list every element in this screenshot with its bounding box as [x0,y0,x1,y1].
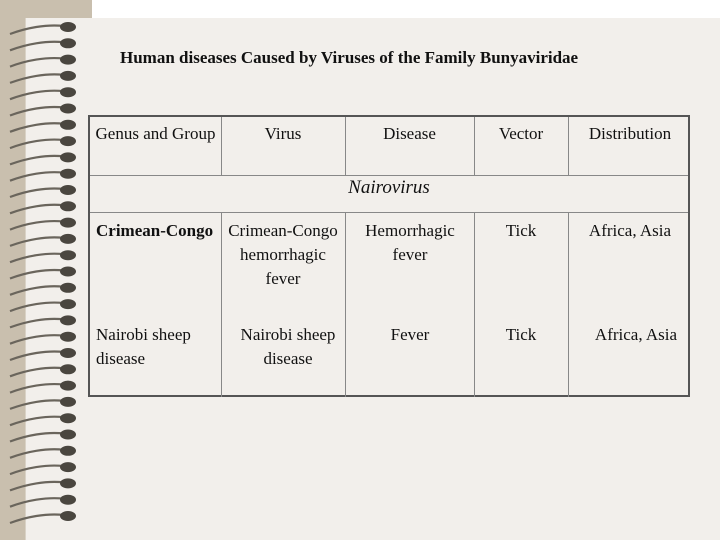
spiral-wire [10,254,64,263]
spiral-wire [10,482,64,491]
spiral-wire [10,140,64,149]
spiral-wire [10,74,64,83]
row2-virus: Nairobi sheep disease [240,325,336,368]
spiral-hole [60,55,76,65]
spiral-wire [10,368,64,377]
spiral-wire [10,156,64,165]
section-nairovirus: Nairovirus [348,177,430,198]
section-divider [90,212,688,213]
spiral-hole [60,250,76,260]
spiral-hole [60,38,76,48]
spiral-wire [10,221,64,230]
top-margin [92,0,720,18]
spiral-hole [60,462,76,472]
row1-distribution: Africa, Asia [588,221,672,240]
row1-disease: Hemorrhagic fever [365,221,455,264]
header-genus: Genus and Group [95,124,216,143]
spiral-hole [60,71,76,81]
spiral-hole [60,413,76,423]
header-disease: Disease [383,124,436,143]
row2-distribution: Africa, Asia [594,325,678,344]
spiral-wire [10,205,64,214]
spiral-wire [10,384,64,393]
spiral-hole [60,104,76,114]
spiral-wire [10,58,64,67]
spiral-hole [60,22,76,32]
spiral-wire [10,303,64,312]
spiral-hole [60,348,76,358]
spiral-wire [10,466,64,475]
spiral-wire [10,449,64,458]
spiral-hole [60,381,76,391]
row1-group: Crimean-Congo [96,221,214,240]
spiral-wire [10,514,64,523]
spiral-hole [60,136,76,146]
spiral-hole [60,267,76,277]
spiral-wire [10,237,64,246]
spiral-wire [10,25,64,34]
spiral-wire [10,172,64,181]
spiral-wire [10,433,64,442]
spiral-wire [10,335,64,344]
spiral-hole [60,201,76,211]
row2-vector: Tick [505,325,537,344]
spiral-hole [60,446,76,456]
spiral-hole [60,169,76,179]
spiral-hole [60,364,76,374]
spiral-hole [60,299,76,309]
spiral-hole [60,87,76,97]
spiral-hole [60,332,76,342]
spiral-hole [60,315,76,325]
spiral-hole [60,283,76,293]
spiral-wire [10,107,64,116]
header-divider [90,175,688,176]
spiral-binding-icon [6,20,86,530]
spiral-hole [60,185,76,195]
spiral-hole [60,397,76,407]
virus-table [88,115,690,397]
row2-group: Nairobi sheep disease [96,325,191,368]
row1-vector: Tick [505,221,537,240]
spiral-wire [10,400,64,409]
spiral-wire [10,188,64,197]
row2-disease: Fever [390,325,430,344]
spiral-wire [10,319,64,328]
spiral-hole [60,511,76,521]
header-virus: Virus [264,124,302,143]
row1-virus: Crimean-Congo hemorrhagic fever [228,221,338,288]
spiral-hole [60,218,76,228]
spiral-hole [60,234,76,244]
header-vector: Vector [498,124,544,143]
spiral-hole [60,495,76,505]
spiral-wire [10,351,64,360]
spiral-wire [10,498,64,507]
spiral-hole [60,120,76,130]
spiral-hole [60,478,76,488]
slide-title: Human diseases Caused by Viruses of the Family Bunyaviridae [120,48,579,67]
spiral-wire [10,270,64,279]
spiral-wire [10,286,64,295]
spiral-wire [10,91,64,100]
spiral-wire [10,42,64,51]
spiral-wire [10,417,64,426]
spiral-hole [60,152,76,162]
spiral-wire [10,123,64,132]
header-distribution: Distribution [588,124,672,143]
spiral-hole [60,430,76,440]
